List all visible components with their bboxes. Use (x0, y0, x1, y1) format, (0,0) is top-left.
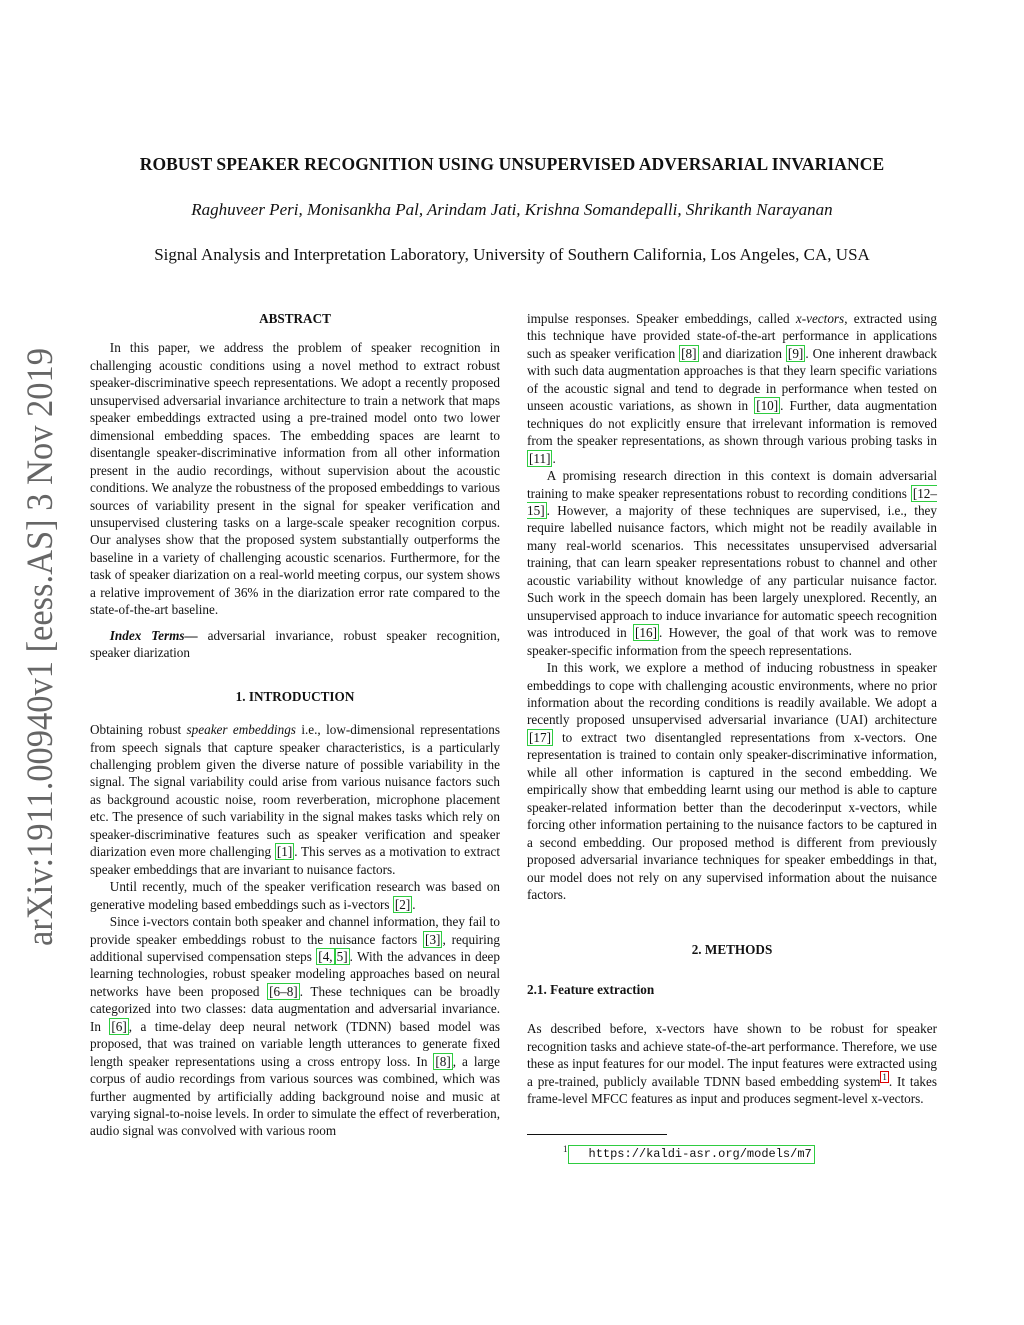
citation-link[interactable]: [2] (394, 896, 411, 912)
citation-link[interactable]: [1] (276, 844, 293, 860)
methods-heading: 2. METHODS (691, 942, 773, 958)
right-paragraph-3: In this work, we explore a method of inducing robustness in speaker embeddings to cope with challenging acoustic environments, where no prior information about the recording conditions is readily available. We adopt a recently proposed unsupervised adversarial invariance (UAI) architecture [17] to extract two disentangled representations from x-vectors. One representation is trained to contain only speaker-discriminative information, while all other information is captured in the second embedding. We empirically show that embedding learnt using our method is able to capture speaker-related information better than the decoderinput x-vectors, while forcing other information pertaining to the nuisance factors to be captured in a second embedding. Our proposed method is different from previously proposed adversarial invariance techniques for speaker embeddings in that, our model does not rely on any supervised information about the nuisance factors. (527, 660, 937, 902)
citation-link[interactable]: [6–8] (269, 983, 298, 999)
citation-link[interactable]: [3] (425, 931, 441, 947)
footnote-url-link[interactable]: https://kaldi-asr.org/models/m7 (568, 1145, 815, 1164)
arxiv-stamp-text: arXiv:1911.00940v1 [eess.AS] 3 Nov 2019 (20, 304, 61, 946)
intro-paragraph-1: Obtaining robust speaker embeddings i.e., low-dimensional representations from speech signals that capture speaker characteristics, is a particularly challenging problem given the diverse nature of possible variability in the signal. The signal variability could arise from various nuisance factors such as background acoustic noise, room reverberation, microphone placement etc. The presence of such variability in the signal makes tasks which rely on speaker-discriminative features such as speaker verification and speaker diarization even more challenging [1] . This serves as a motivation to extract speaker embeddings that are invariant to nuisance factors. (90, 722, 500, 877)
paper-authors: Raghuveer Peri, Monisankha Pal, Arindam Jati, Krishna Somandepalli, Shrikanth Narayanan (191, 200, 833, 219)
index-terms (90, 627, 500, 662)
citation-link[interactable]: 5] (336, 948, 348, 964)
abstract-heading: ABSTRACT (259, 311, 331, 326)
right-column (527, 310, 937, 1164)
paper-title: ROBUST SPEAKER RECOGNITION USING UNSUPERVISED ADVERSARIAL INVARIANCE (139, 154, 885, 174)
feature-extraction-heading: 2.1. Feature extraction (527, 981, 655, 997)
citation-link[interactable]: [17] (529, 729, 551, 745)
methods-paragraph-1: As described before, x-vectors have shown to be robust for speaker recognition tasks and achieve state-of-the-art performance. Therefore, we use these as input features for our model. The input features were extracted using a pre-trained, publicly available TDNN based embedding system $^1$ . It takes frame-level MFCC features as input and produces segment-level x-vectors. (527, 1021, 937, 1107)
intro-paragraph-3: Since i-vectors contain both speaker and channel information, they fail to provide speaker embeddings robust to the nuisance factors [3] , requiring additional supervised compensation steps [4, 5] . With the advances in deep learning technologies, robust speaker modeling approaches based on neural networks have been proposed [6–8] . These techniques can be broadly categorized into two classes: data augmentation and adversarial invariance. In [6] , a time-delay deep neural network (TDNN) based model was proposed, that was trained on variable length utterances to generate fixed length speaker representations using a cross entropy loss. In [8] , a large corpus of audio recordings from various sources was combined, which was further augmented by artificially adding background noise and music at varying signal-to-noise levels. In order to simulate the effect of reverberation, audio signal was convolved with various room (90, 914, 500, 1139)
intro-paragraph-2: Until recently, much of the speaker verification research was based on generative modeling based embeddings such as i-vectors [2] . (90, 879, 500, 912)
footnote-number: 1 (563, 1143, 568, 1154)
right-paragraph-2: A promising research direction in this context is domain adversarial training to make speaker representations robust to recording conditions [12–15] . However, a majority of these techniques are supervised, i.e., they require labelled nuisance factors, which might not be readily available in many real-world scenarios. This necessitates unsupervised adversarial training, that can learn speaker representations robust to channel and other acoustic variability without knowledge of any particular nuisance factor. Such work in the speech domain has been largely unexplored. Recently, an unsupervised approach to induce invariance for automatic speech recognition was introduced in [16] . However, the goal of that work was to remove speaker-specific information from the speech representations. (527, 468, 937, 658)
index-terms-label: Index Terms— (109, 627, 198, 643)
intro-heading: 1. INTRODUCTION (235, 688, 355, 704)
citation-link[interactable]: [16] (635, 625, 658, 641)
citation-link[interactable]: [6] (111, 1018, 127, 1034)
citation-link[interactable]: [12–15] (527, 485, 937, 518)
citation-link[interactable]: [8] (435, 1053, 451, 1069)
footnote (527, 1141, 937, 1164)
citation-link[interactable]: [10] (756, 398, 779, 414)
abstract-text: In this paper, we address the problem of speaker recognition in challenging acoustic conditions using a novel method to extract robust speaker-discriminative speech representations. We adopt a recently proposed unsupervised adversarial invariance architecture to train a network that maps speaker embeddings extracted using a pre-trained model onto two lower dimensional embedding spaces. The embedding spaces are learnt to disentangle speaker-discriminative information from all other information present in the audio recordings, without supervision about the acoustic conditions. We analyze the robustness of the proposed embeddings to various sources of variability present in the signal for speaker verification and unsupervised clustering tasks on a large-scale speaker recognition corpus. Our analyses show that the proposed system substantially outperforms the baseline in a variety of challenging acoustic scenarios. Furthermore, for the task of speaker diarization on a real-world meeting corpus, our system shows a relative improvement of 36% in the diarization error rate compared to the state-of-the-art baseline. (90, 340, 500, 618)
paper-affiliation: Signal Analysis and Interpretation Laboratory, University of Southern California, Los Angeles, CA, USA (154, 245, 870, 264)
footnote-link[interactable]: 1 (882, 1072, 887, 1083)
citation-link[interactable]: [9] (787, 345, 804, 361)
citation-link[interactable]: [8] (681, 345, 697, 361)
citation-link[interactable]: [11] (529, 450, 551, 466)
index-terms-text: adversarial invariance, robust speaker recognition, speaker diarization (90, 627, 500, 661)
citation-link[interactable]: [4, (318, 948, 333, 964)
left-column (90, 310, 500, 1140)
right-paragraph-1: impulse responses. Speaker embeddings, called x-vectors, extracted using this technique have provided state-of-the-art performance in applications such as speaker verification [8] and diarization [9] . One inherent drawback with such data augmentation approaches is that they learn specific variations of the acoustic signal and tend to degrade in performance when tested on unseen acoustic variations, as shown in [10] . Further, data augmentation techniques do not explicitly ensure that irrelevant information is removed from the speaker representations, as shown through various probing tasks in [11] . (527, 311, 937, 466)
